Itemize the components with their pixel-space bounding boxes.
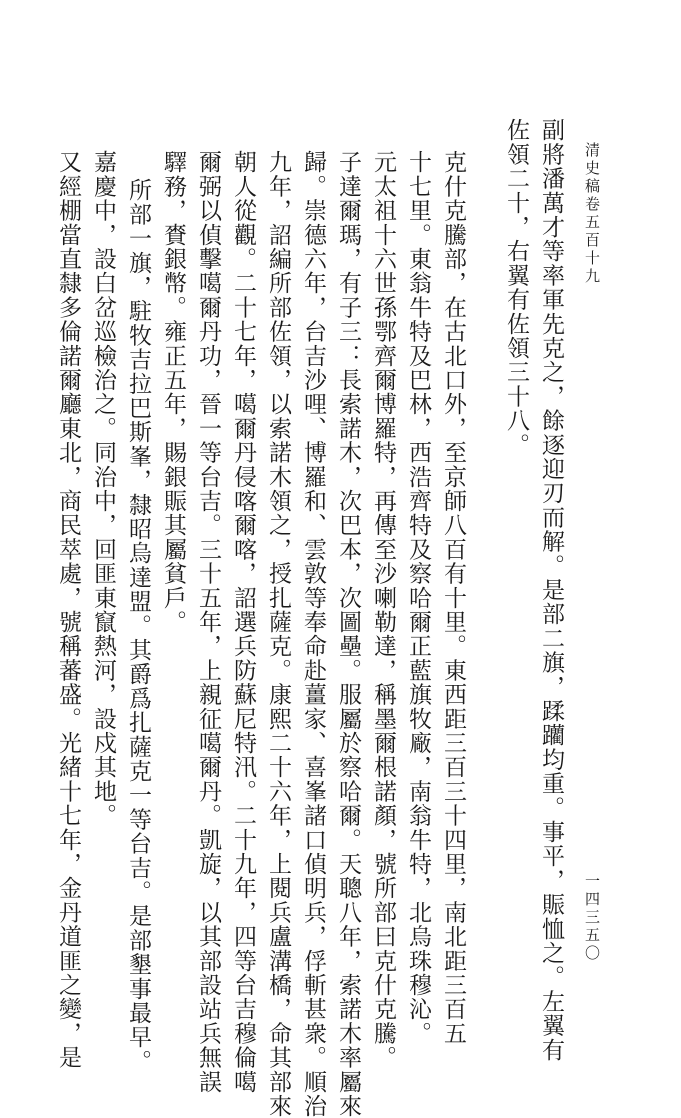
text-column: 驛務，賚銀幣。雍正五年，賜銀賑其屬貧戶。 bbox=[160, 150, 186, 634]
page-number: 一四三五〇 bbox=[583, 873, 601, 963]
text-column: 副將潘萬才等率軍先克之，餘逐迎刃而解。是部二旗，蹂躪均重。事平，賑恤之。左翼有 bbox=[538, 118, 564, 1062]
text-column: 子達爾瑪，有子三：長索諾木，次巴本，次圖壘。服屬於察哈爾。天聰八年，索諾木率屬來 bbox=[335, 150, 361, 1118]
text-column: 所部一旗，駐牧吉拉巴斯峯，隸昭烏達盟。其爵爲扎薩克一等台吉。是部墾事最早。 bbox=[125, 178, 151, 1074]
text-column: 爾弼以偵擊噶爾丹功，晉一等台吉。三十五年，上親征噶爾丹。凱旋，以其部設站兵無誤 bbox=[195, 150, 221, 1094]
text-column: 九年，詔編所部佐領，以索諾木領之，授扎薩克。康熙二十六年，上閱兵盧溝橋，命其部來 bbox=[265, 150, 291, 1118]
text-column: 又經棚當直隸多倫諾爾廳東北，商民萃處，號稱蕃盛。光緒十七年，金丹道匪之變，是 bbox=[55, 150, 81, 1070]
text-column: 嘉慶中，設白岔巡檢治之。同治中，回匪東竄熱河，設戍其地。 bbox=[90, 150, 116, 828]
text-column: 元太祖十六世孫鄂齊爾博羅特，再傳至沙喇勒達，稱墨爾根諾顏，號所部曰克什克騰。 bbox=[370, 150, 396, 1070]
text-column: 朝人從觀。二十七年，噶爾丹侵喀爾喀，詔選兵防蘇尼特汛。二十九年，四等台吉穆倫噶 bbox=[230, 150, 256, 1094]
book-title: 清史稿卷五百十九 bbox=[583, 142, 601, 286]
text-column: 佐領二十，右翼有佐領三十八。 bbox=[503, 118, 529, 457]
text-column: 十七里。東翁牛特及巴林，西浩齊特及察哈爾正藍旗牧廠，南翁牛特，北烏珠穆沁。 bbox=[405, 150, 431, 1046]
text-column: 歸。崇德六年，台吉沙哩、博羅和、雲敦等奉命赴薑家、喜峯諸口偵明兵，俘斬甚衆。順治 bbox=[300, 150, 326, 1118]
text-column: 克什克騰部，在古北口外，至京師八百有十里。東西距三百三十四里，南北距三百五 bbox=[440, 150, 466, 1046]
